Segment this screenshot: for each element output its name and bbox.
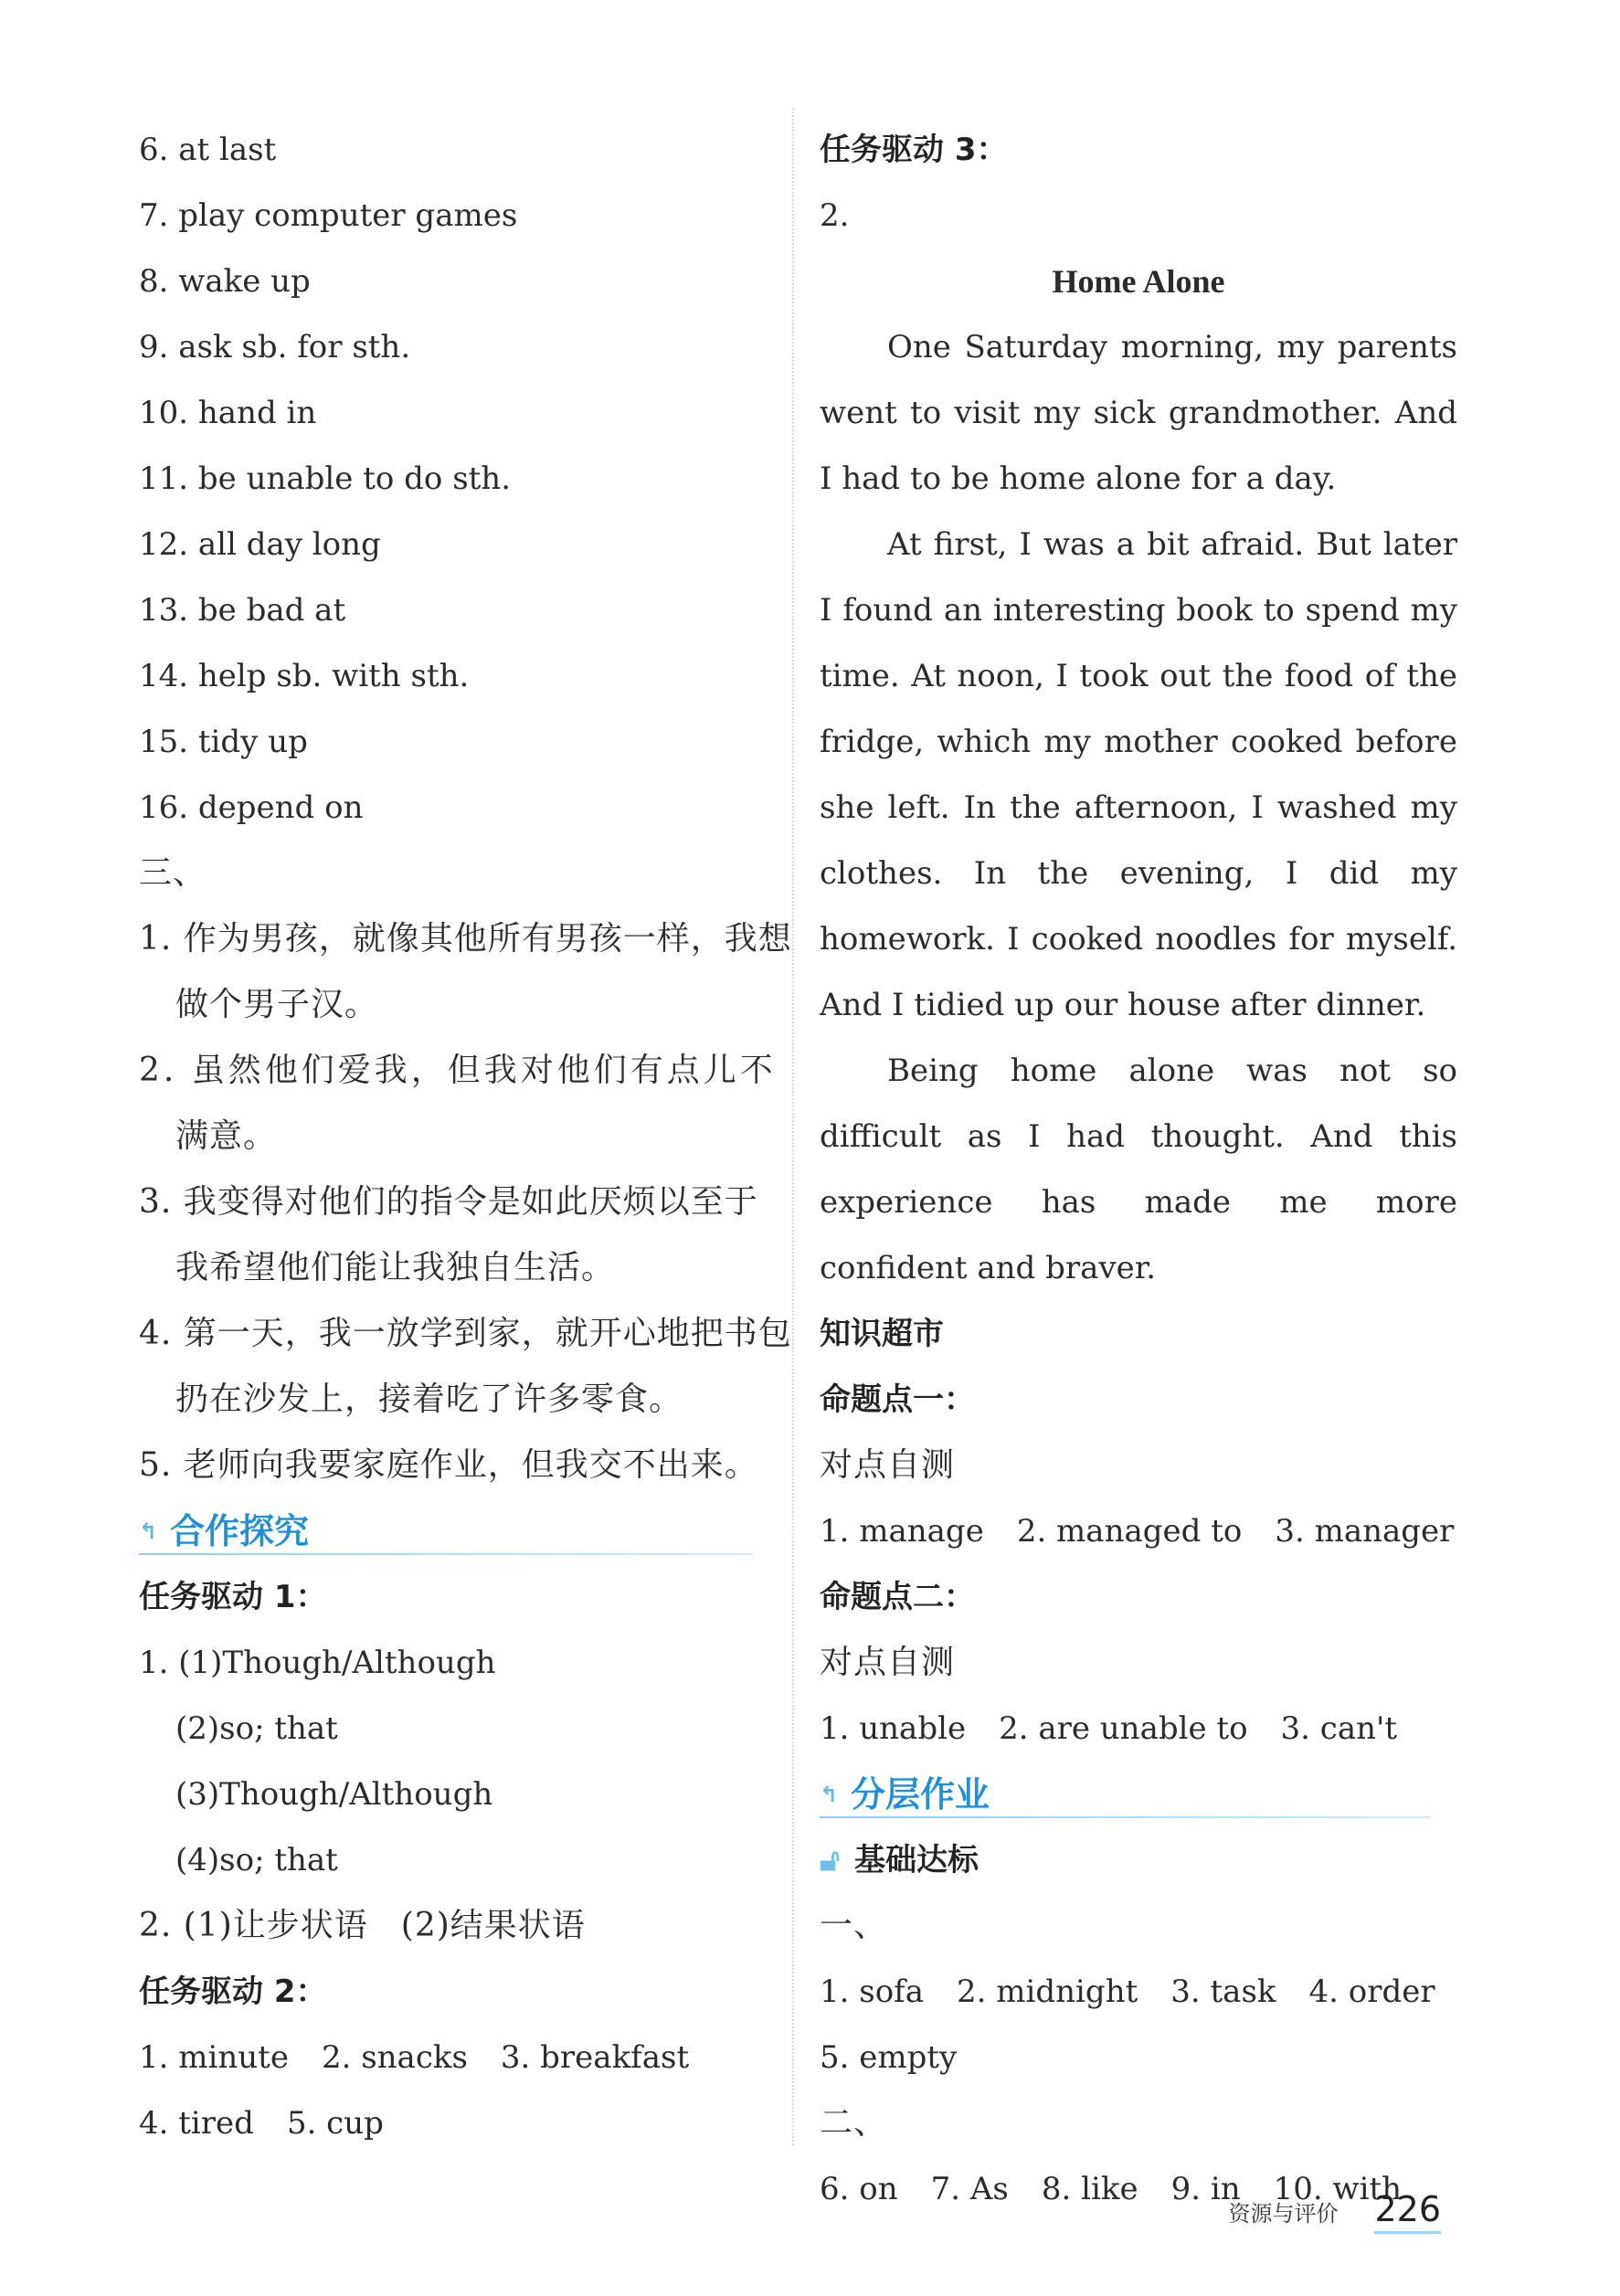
column-divider bbox=[792, 108, 794, 2145]
answer: 4. tired bbox=[139, 2105, 254, 2142]
task1-label: 任务驱动 1： bbox=[139, 1579, 327, 1615]
part1-answers bbox=[820, 2025, 1457, 2090]
task3-label: 任务驱动 3： bbox=[820, 132, 1008, 168]
vocab-item: 8. wake up bbox=[139, 263, 311, 300]
answer: 3. breakfast bbox=[500, 2039, 690, 2076]
task2-label: 任务驱动 2： bbox=[139, 1973, 327, 2010]
translation-line: 3. 我变得对他们的指令是如此厌烦以至于 bbox=[139, 1183, 758, 1221]
section-title: 分层作业 bbox=[851, 1774, 990, 1815]
translation-line: 做个男子汉。 bbox=[175, 986, 379, 1023]
vocab-item: 6. at last bbox=[139, 132, 277, 168]
translation-line: 2. 虽然他们爱我，但我对他们有点儿不 bbox=[139, 1052, 777, 1089]
translation-list bbox=[139, 906, 792, 1498]
page-curl-icon: ↰ bbox=[820, 1782, 839, 1807]
vocab-item: 10. hand in bbox=[139, 395, 317, 431]
answer: 1. sofa bbox=[820, 1973, 925, 2010]
task1-item: (2)so; that bbox=[175, 1710, 338, 1747]
vocab-item: 11. be unable to do sth. bbox=[139, 460, 512, 497]
translation-line: 1. 作为男孩，就像其他所有男孩一样，我想 bbox=[139, 920, 792, 958]
page-curl-icon: ↰ bbox=[139, 1518, 158, 1544]
answer: 2. managed to bbox=[1016, 1513, 1243, 1550]
essay-paragraph: At first, I was a bit afraid. But later I found an interesting book to spend my time. At noon, I took out the food of the fridge, which my mother cooked before she left. In the afternoon, I washed my clothes. In the evening, I did my homework. I cooked noodles for myself. And I tidied up our house after dinner. bbox=[820, 526, 1457, 1023]
answer: 1. unable bbox=[820, 1710, 967, 1747]
point2-heading: 命题点二： bbox=[820, 1579, 975, 1615]
part1-label: 一、 bbox=[820, 1907, 888, 1944]
translation-line: 满意。 bbox=[175, 1117, 278, 1155]
answer: (2)结果状语 bbox=[400, 1907, 586, 1944]
point1-heading: 命题点一： bbox=[820, 1381, 975, 1418]
answer: 6. on bbox=[820, 2171, 898, 2207]
answer: 5. cup bbox=[286, 2105, 384, 2142]
answer: 7. As bbox=[930, 2171, 1009, 2207]
left-column bbox=[139, 117, 792, 2156]
part3-label: 三、 bbox=[139, 854, 207, 892]
selftest-label: 对点自测 bbox=[820, 1446, 956, 1484]
vocab-item: 13. be bad at bbox=[139, 592, 346, 629]
task1-item: 1. (1)Though/Although bbox=[139, 1645, 496, 1681]
task1-item2 bbox=[139, 1893, 769, 1959]
answer: 3. task bbox=[1170, 1973, 1276, 2010]
essay-paragraph: One Saturday morning, my parents went to visit my sick grandmother. And I had to be home alone for a day. bbox=[820, 329, 1457, 497]
answer: 8. like bbox=[1041, 2171, 1138, 2207]
answer: 10. with bbox=[1273, 2171, 1403, 2207]
answer: 4. order bbox=[1308, 1973, 1435, 2010]
part2-label: 二、 bbox=[820, 2104, 888, 2142]
part1-answers bbox=[820, 1959, 1457, 2025]
answer: 1. minute bbox=[139, 2039, 289, 2076]
answer: 5. empty bbox=[820, 2039, 958, 2076]
point2-answers bbox=[820, 1696, 1457, 1762]
essay-body bbox=[820, 314, 1457, 1301]
footer-label: 资源与评价 bbox=[1228, 2201, 1339, 2227]
translation-line: 5. 老师向我要家庭作业，但我交不出来。 bbox=[139, 1446, 758, 1484]
page-number: 226 bbox=[1374, 2189, 1441, 2234]
answer: 9. in bbox=[1170, 2171, 1241, 2207]
section-rule bbox=[139, 1553, 753, 1555]
task1-item: (3)Though/Although bbox=[175, 1776, 493, 1813]
vocab-item: 15. tidy up bbox=[139, 724, 308, 760]
vocab-item: 7. play computer games bbox=[139, 197, 518, 234]
vocab-item: 12. all day long bbox=[139, 526, 381, 563]
translation-line: 4. 第一天，我一放学到家，就开心地把书包 bbox=[139, 1315, 792, 1352]
section-heading-layered bbox=[820, 1762, 1457, 1827]
page-footer bbox=[1228, 2182, 1441, 2237]
knowledge-heading: 知识超市 bbox=[820, 1316, 944, 1352]
vocab-item: 16. depend on bbox=[139, 789, 364, 826]
answer: 3. can't bbox=[1280, 1710, 1398, 1747]
right-column bbox=[820, 117, 1457, 2222]
vocab-list bbox=[139, 117, 769, 841]
task2-row bbox=[139, 2025, 769, 2090]
answer: 2. midnight bbox=[957, 1973, 1138, 2010]
answer: 2. snacks bbox=[321, 2039, 468, 2076]
answer: 2. are unable to bbox=[999, 1710, 1248, 1747]
section-rule bbox=[820, 1816, 1430, 1818]
translation-line: 扔在沙发上，接着吃了许多零食。 bbox=[175, 1381, 683, 1418]
task3-number: 2. bbox=[820, 197, 850, 234]
task1-item: (4)so; that bbox=[175, 1842, 338, 1878]
basic-label: 基础达标 bbox=[854, 1842, 979, 1878]
section-heading-coop bbox=[139, 1498, 769, 1564]
essay-paragraph: Being home alone was not so difficult as I had thought. And this experience has made me more confident and braver. bbox=[820, 1053, 1457, 1286]
selftest-label: 对点自测 bbox=[820, 1644, 956, 1681]
essay-title: Home Alone bbox=[1052, 263, 1225, 300]
section-title: 合作探究 bbox=[170, 1511, 310, 1551]
answer: 3. manager bbox=[1275, 1513, 1455, 1550]
translation-line: 我希望他们能让我独自生活。 bbox=[175, 1249, 616, 1286]
basic-heading bbox=[820, 1827, 1457, 1893]
lock-icon: 🔓︎ bbox=[820, 1842, 841, 1878]
answer: 1. manage bbox=[820, 1513, 984, 1550]
point1-answers bbox=[820, 1498, 1457, 1564]
vocab-item: 14. help sb. with sth. bbox=[139, 658, 470, 694]
task2-row bbox=[139, 2090, 769, 2156]
answer: 2. (1)让步状语 bbox=[139, 1907, 368, 1944]
vocab-item: 9. ask sb. for sth. bbox=[139, 329, 411, 365]
